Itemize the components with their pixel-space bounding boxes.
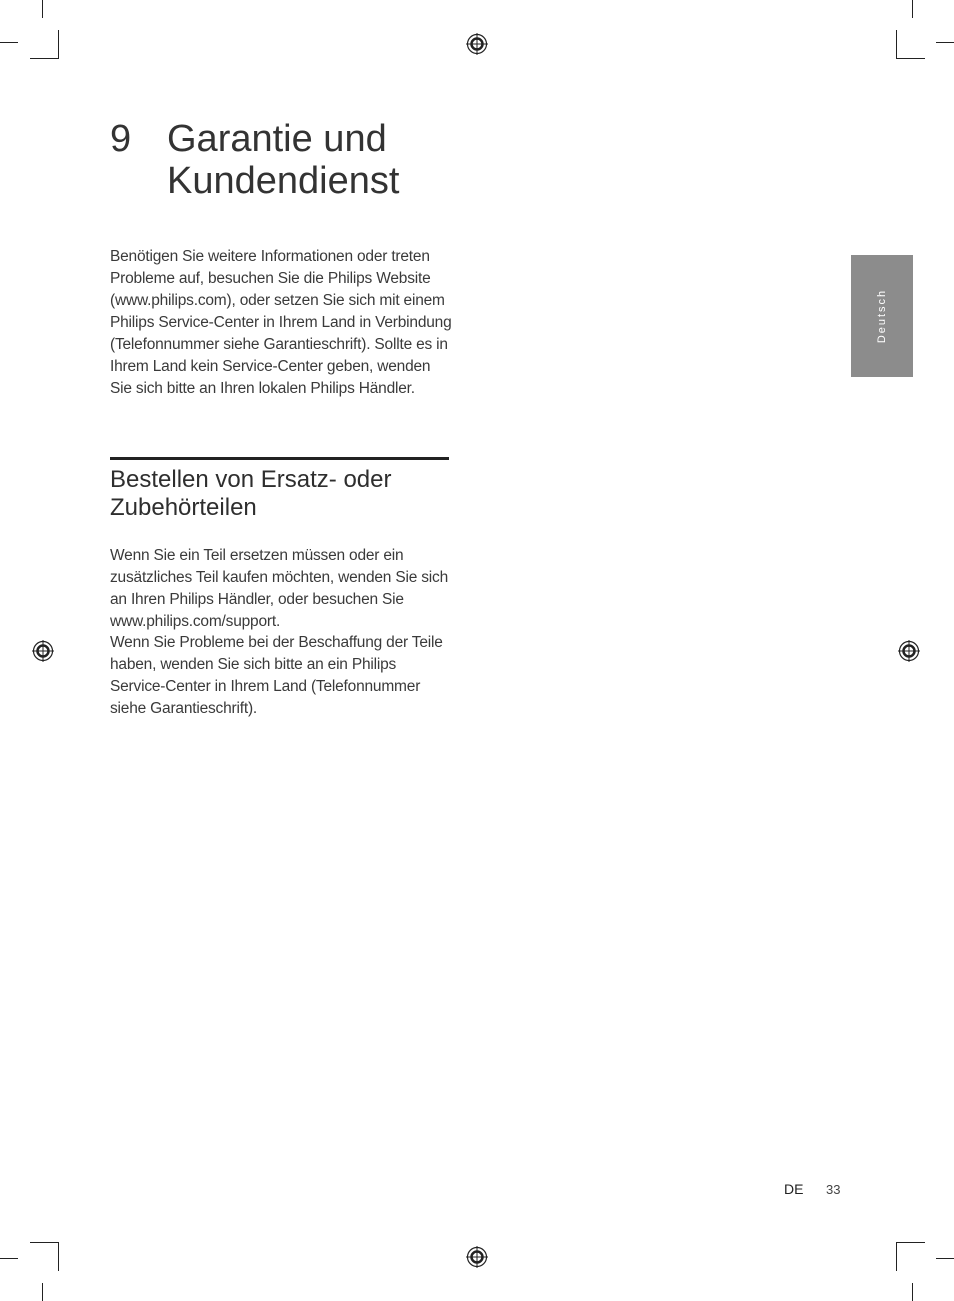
section-paragraph-1: Wenn Sie ein Teil ersetzen müssen oder ein zusätzliches Teil kaufen möchten, wenden Sie sich an Ihren Philips Händler, oder besuchen Sie www.philips.com/support.: [110, 547, 448, 630]
registration-mark-icon: [466, 1246, 488, 1268]
footer-language: DE: [784, 1181, 804, 1197]
footer-page-number: 33: [826, 1182, 841, 1197]
chapter-number: 9: [110, 118, 132, 160]
section-heading: Bestellen von Ersatz- oder Zubehörteilen: [110, 466, 392, 521]
registration-mark-icon: [898, 640, 920, 662]
registration-mark-icon: [32, 640, 54, 662]
section-paragraph-2: Wenn Sie Probleme bei der Beschaffung der Teile haben, wenden Sie sich bitte an ein Philips Service-Center in Ihrem Land (Telefonnummer siehe Garantieschrift).: [110, 634, 443, 717]
language-side-tab-label: Deutsch: [876, 288, 888, 344]
language-side-tab: [851, 255, 913, 377]
section-divider: [110, 457, 449, 460]
chapter-title: Garantie und Kundendienst: [167, 118, 400, 202]
intro-paragraph: Benötigen Sie weitere Informationen oder treten Probleme auf, besuchen Sie die Philips Website (www.philips.com), oder setzen Sie sich mit einem Philips Service-Center in Ihrem Land in Verbindung (Telefonnummer siehe Garantieschrift). Sollte es in Ihrem Land kein Service-Center geben, wenden Sie sich bitte an Ihren lokalen Philips Händler.: [110, 248, 452, 397]
registration-mark-icon: [466, 33, 488, 55]
